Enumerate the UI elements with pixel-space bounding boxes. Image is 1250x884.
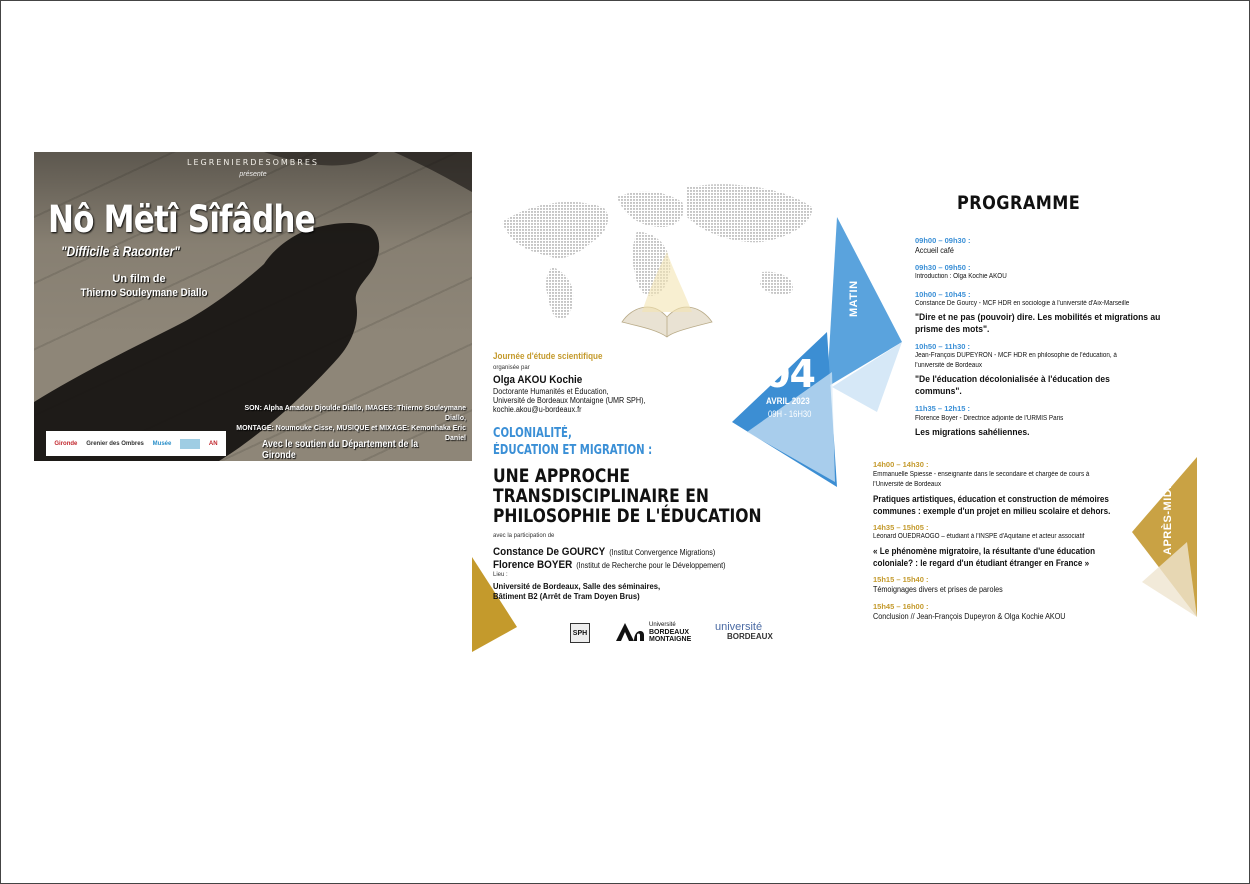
morning-1-time: 09h00 – 09h30 : <box>915 236 971 245</box>
film-by-label: Un film de <box>112 273 166 285</box>
gironde-logo: Gironde <box>54 440 78 447</box>
morning-3-time: 10h00 – 10h45 : <box>915 290 971 299</box>
organiser-role-2: Université de Bordeaux Montaigne (UMR SPH), <box>493 396 646 405</box>
morning-1-text: Accueil café <box>915 246 954 255</box>
morning-5-speaker: Florence Boyer - Directrice adjointe de l'URMIS Paris <box>915 415 1064 422</box>
afternoon-4-time: 15h45 – 16h00 : <box>873 602 929 611</box>
programme-flyer <box>472 152 1232 657</box>
afternoon-3-text: Témoignages divers et prises de paroles <box>873 585 1003 594</box>
guest-2 <box>493 555 726 573</box>
event-type: Journée d'étude scientifique <box>493 351 603 361</box>
morning-4-speaker-2: l'université de Bordeaux <box>915 362 983 369</box>
guest-2-institution: (Institut de Recherche pour le Développement) <box>576 561 726 570</box>
theme-line-2: ÉDUCATION ET MIGRATION : <box>493 443 653 458</box>
film-director: Thierno Souleymane Diallo <box>80 287 208 299</box>
date-time: 09H - 16H30 <box>768 409 812 419</box>
sph-logo: SPH <box>570 623 590 643</box>
guest-1-name: Constance De GOURCY <box>493 546 606 558</box>
afternoon-2-talk: « Le phénomène migratoire, la résultante d'une éducation coloniale? : le regard d'un étudiant étranger en France » <box>873 546 1096 568</box>
guest-1-institution: (Institut Convergence Migrations) <box>609 548 716 557</box>
main-title-1: UNE APPROCHE <box>493 465 631 487</box>
musee-logo: Musée <box>152 440 172 447</box>
partner-logo <box>180 439 200 449</box>
morning-3-talk: "Dire et ne pas (pouvoir) dire. Les mobilités et migrations au prisme des mots". <box>915 312 1161 335</box>
film-title: Nô Mëtî Sîfâdhe <box>48 198 315 241</box>
film-poster <box>34 152 472 461</box>
place-label: Lieu : <box>493 572 508 578</box>
blue-decoration <box>727 212 907 492</box>
producer-name: LEGRENIERDESOMBRES <box>187 158 319 167</box>
film-subtitle: "Difficile à Raconter" <box>61 243 180 259</box>
afternoon-1-time: 14h00 – 14h30 : <box>873 460 929 469</box>
place-line-1: Université de Bordeaux, Salle des séminaires, <box>493 581 661 591</box>
support-text: Avec le soutien du Département de la Gironde <box>262 439 419 461</box>
date-month: AVRIL 2023 <box>766 396 810 407</box>
afternoon-3-time: 15h15 – 15h40 : <box>873 575 929 584</box>
organiser-name: Olga AKOU Kochie <box>493 374 583 386</box>
presents-label: présente <box>239 171 267 178</box>
afternoon-1-talk: Pratiques artistiques, éducation et construction de mémoires communes : exemple d'un projet en milieu scolaire et dehors. <box>873 494 1111 516</box>
afternoon-1-speaker-2: l'Université de Bordeaux <box>873 481 942 488</box>
organised-by: organisée par <box>493 365 530 371</box>
participation-label: avec la participation de <box>493 533 555 539</box>
grenier-logo: Grenier des Ombres <box>86 440 144 447</box>
guest-2-name: Florence BOYER <box>493 559 573 571</box>
programme-title: PROGRAMME <box>957 192 1081 214</box>
morning-4-speaker: Jean-François DUPEYRON - MCF HDR en philosophie de l'éducation, à <box>915 352 1117 359</box>
morning-5-time: 11h35 – 12h15 : <box>915 404 971 413</box>
sponsor-logos <box>46 431 226 456</box>
morning-2-time: 09h30 – 09h50 : <box>915 263 971 272</box>
afternoon-2-time: 14h35 – 15h05 : <box>873 523 929 532</box>
date-day: 04 <box>764 352 815 396</box>
matin-label: MATIN <box>848 280 860 317</box>
main-title-3: PHILOSOPHIE DE L'ÉDUCATION <box>493 505 762 527</box>
morning-4-talk: "De l'éducation décolonialisée à l'éducation des communs". <box>915 374 1110 397</box>
afternoon-4-text: Conclusion // Jean-François Dupeyron & Olga Kochie AKOU <box>873 612 1066 621</box>
place-line-2: Bâtiment B2 (Arrêt de Tram Doyen Brus) <box>493 591 640 601</box>
ubm-logo-icon <box>614 621 646 643</box>
main-title-2: TRANSDISCIPLINAIRE EN <box>493 485 709 507</box>
afternoon-1-speaker: Emmanuelle Spiesse - enseignante dans le secondaire et chargée de cours à <box>873 471 1090 478</box>
afternoon-2-speaker: Léonard OUEDRAOGO – étudiant à l'INSPE d'Aquitaine et acteur associatif <box>873 533 1085 540</box>
theme-line-1: COLONIALITÉ, <box>493 426 572 441</box>
morning-4-time: 10h50 – 11h30 : <box>915 342 971 351</box>
film-credits: SON: Alpha Amadou Djoulde Diallo, IMAGES: Thierno Souleymane Diallo, MONTAGE: Noumouke Cisse, MUSIQUE et MIXAGE: Kemonhaka Eric Daniel <box>236 405 466 442</box>
morning-2-text: Introduction : Olga Kochie AKOU <box>915 273 1007 280</box>
apres-midi-label: APRÈS-MIDI <box>1162 485 1174 555</box>
morning-5-talk: Les migrations sahéliennes. <box>915 427 1030 438</box>
ub-logo: université BORDEAUX <box>715 621 773 641</box>
organiser-role-1: Doctorante Humanités et Éducation, <box>493 387 609 396</box>
morning-3-speaker: Constance De Gourcy - MCF HDR en sociologie à l'université d'Aix-Marseille <box>915 300 1130 307</box>
ubm-logo: Université BORDEAUX MONTAIGNE <box>614 621 691 643</box>
organiser-email[interactable]: kochie.akou@u-bordeaux.fr <box>493 405 582 414</box>
an-logo: AN <box>208 440 218 447</box>
